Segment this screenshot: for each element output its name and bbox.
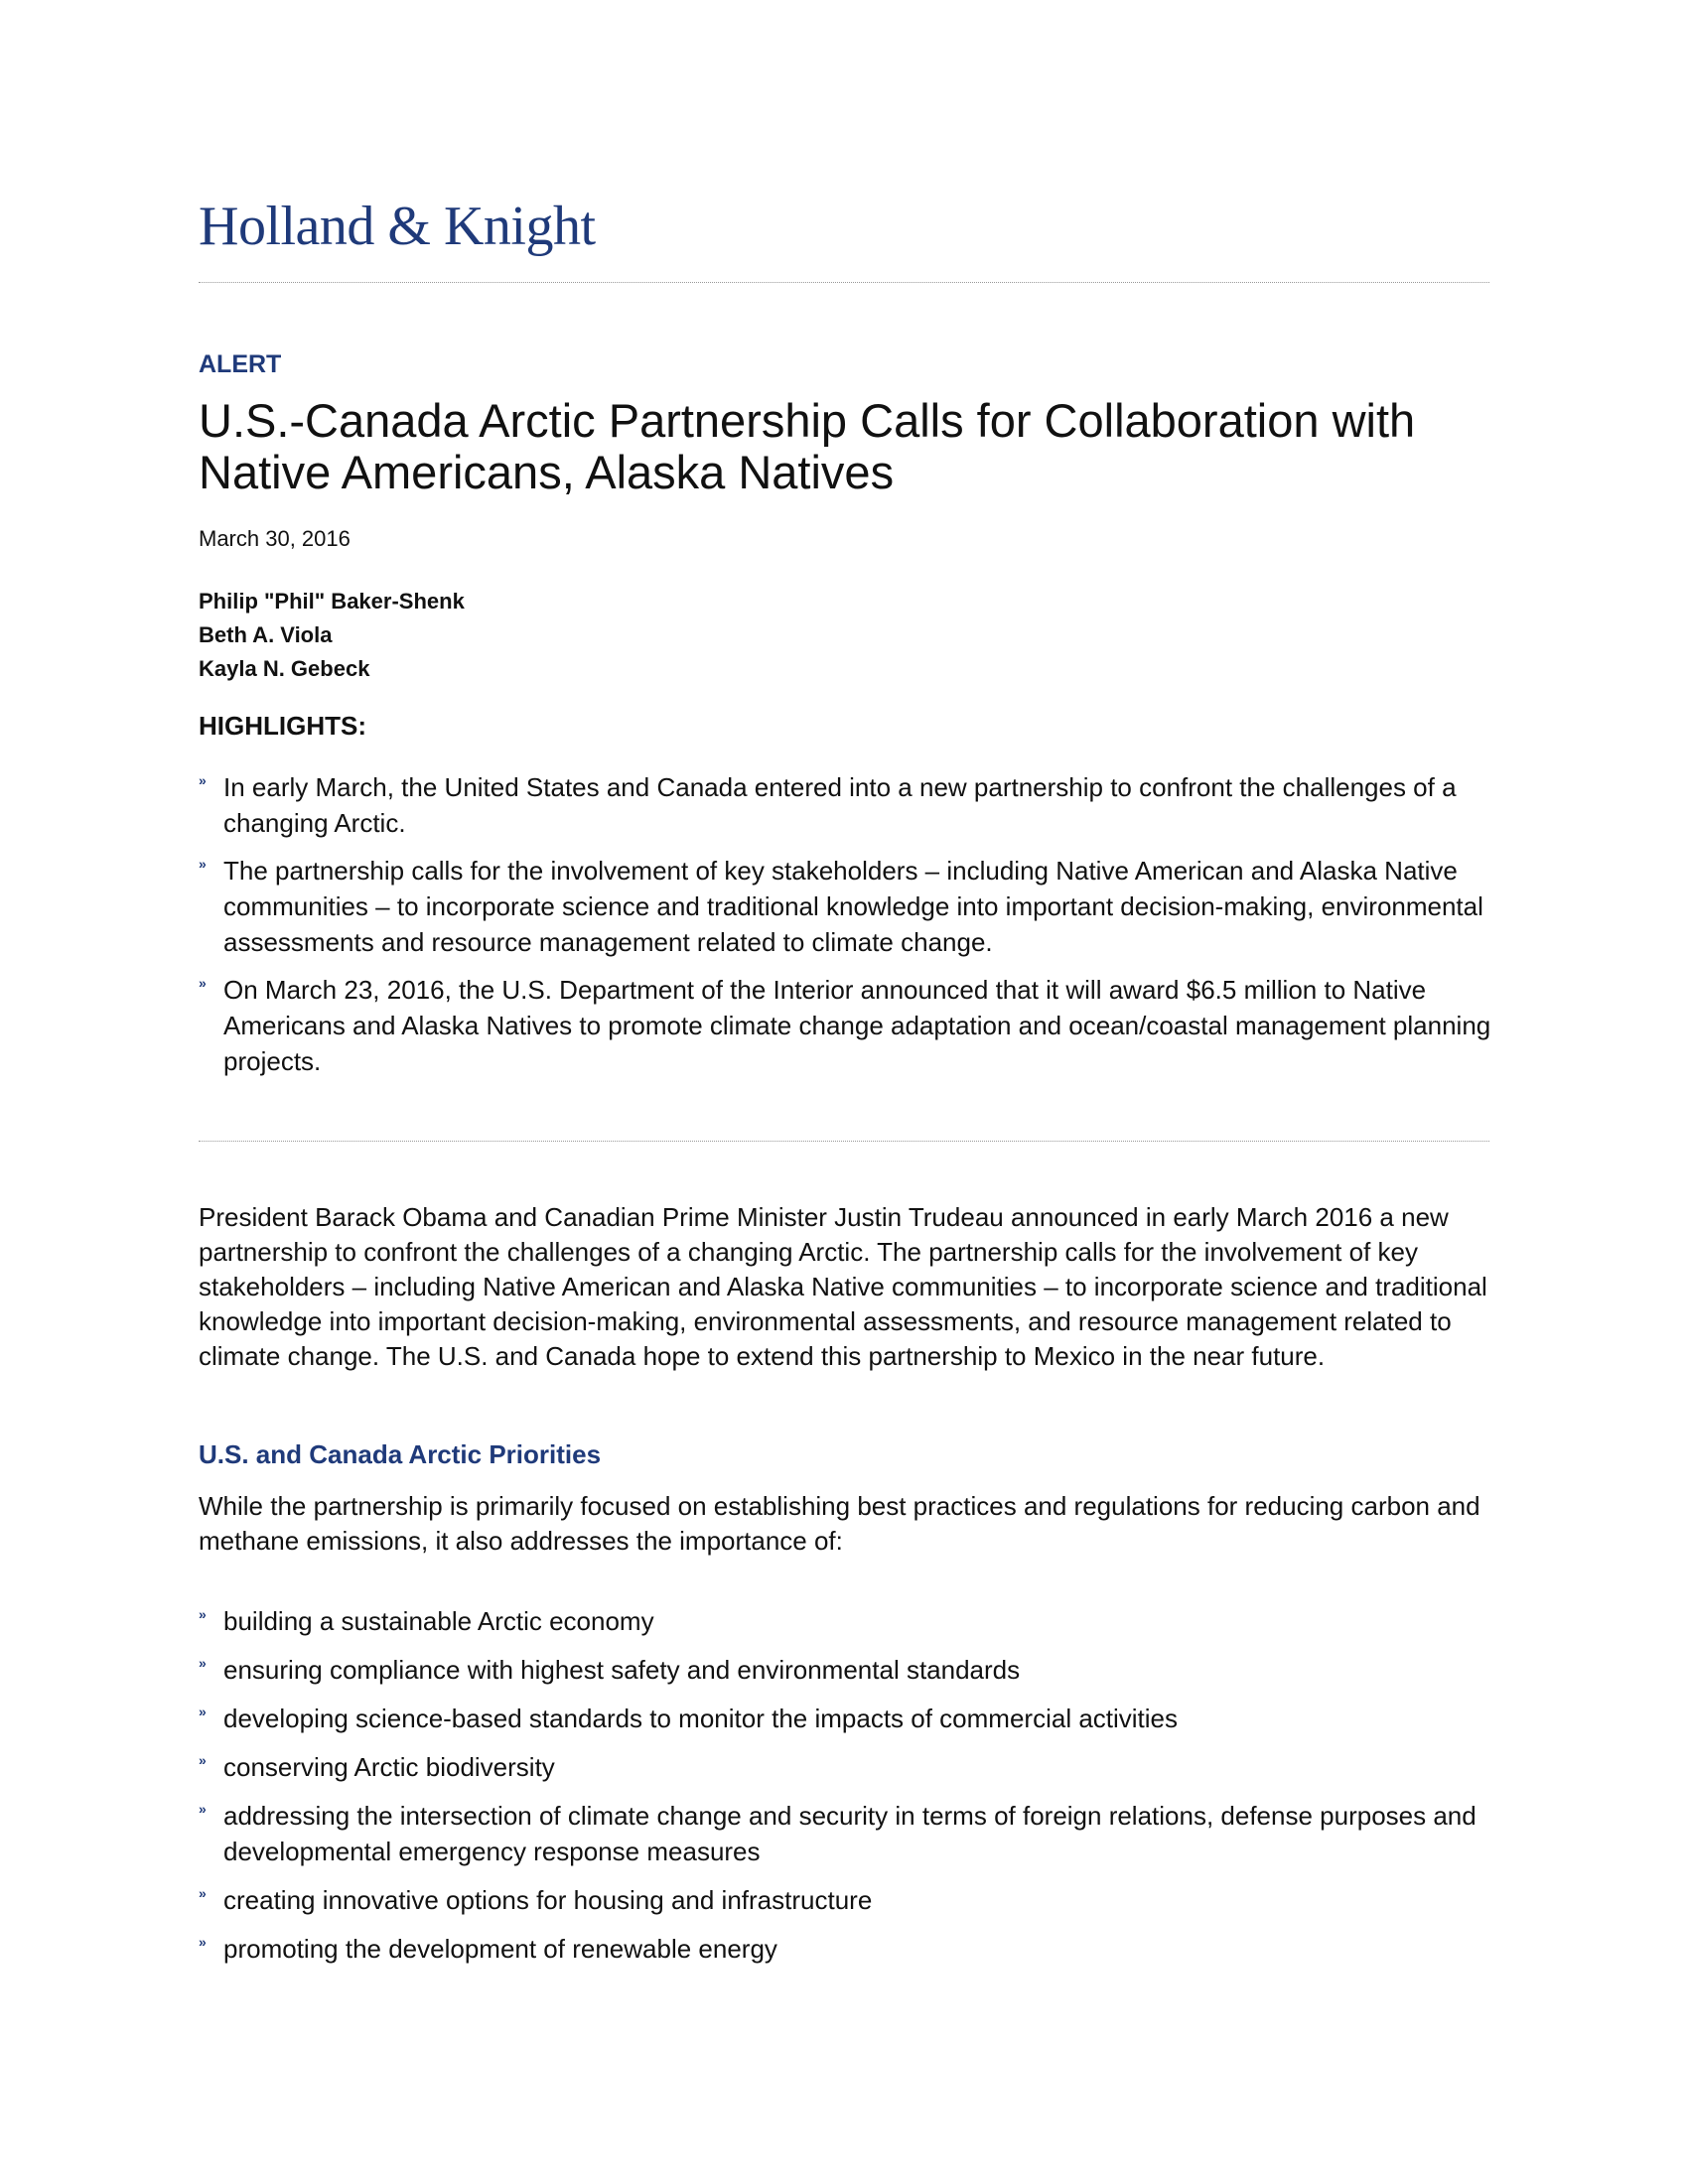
highlights-heading: HIGHLIGHTS: <box>199 711 366 741</box>
chevron-double-right-icon: » <box>199 1752 207 1768</box>
priority-text: promoting the development of renewable energy <box>223 1934 777 1964</box>
highlight-text: The partnership calls for the involvement of key stakeholders – including Native American and Alaska Native communities – to incorporate science and traditional knowledge into important decision-making, environmental assessments and resource management related to climate change. <box>223 856 1483 957</box>
header-divider <box>199 282 1489 283</box>
highlights-divider <box>199 1141 1489 1142</box>
chevron-double-right-icon: » <box>199 772 207 788</box>
alert-label: ALERT <box>199 350 282 378</box>
author-name[interactable]: Philip "Phil" Baker-Shenk <box>199 589 465 614</box>
highlight-item <box>199 853 1499 960</box>
chevron-double-right-icon: » <box>199 1885 207 1901</box>
highlight-item <box>199 972 1499 1079</box>
body-paragraph: President Barack Obama and Canadian Prime Minister Justin Trudeau announced in early March 2016 a new partnership to confront the challenges of a changing Arctic. The partnership calls for the involvement of key stakeholders – including Native American and Alaska Native communities – to incorporate science and traditional knowledge into important decision-making, environmental assessments, and resource management related to climate change. The U.S. and Canada hope to extend this partnership to Mexico in the near future. <box>199 1202 1487 1371</box>
priority-text: conserving Arctic biodiversity <box>223 1752 555 1782</box>
chevron-double-right-icon: » <box>199 1606 207 1622</box>
highlight-text: On March 23, 2016, the U.S. Department of the Interior announced that it will award $6.5 million to Native Americans and Alaska Natives to promote climate change adaptation and ocean/coastal management planning projects. <box>223 975 1491 1076</box>
priority-item <box>199 1798 1499 1869</box>
priority-text: building a sustainable Arctic economy <box>223 1606 654 1636</box>
holland-knight-logo: Holland & Knight <box>199 196 596 257</box>
priority-item <box>199 1603 1499 1639</box>
section-heading-priorities: U.S. and Canada Arctic Priorities <box>199 1439 602 1469</box>
page-title: U.S.-Canada Arctic Partnership Calls for Collaboration with Native Americans, Alaska Natives <box>199 394 1416 498</box>
priority-text: addressing the intersection of climate change and security in terms of foreign relations, defense purposes and developmental emergency response measures <box>223 1801 1477 1866</box>
priority-text: creating innovative options for housing and infrastructure <box>223 1885 873 1915</box>
priority-item <box>199 1882 1499 1918</box>
chevron-double-right-icon: » <box>199 1704 207 1719</box>
priority-text: ensuring compliance with highest safety and environmental standards <box>223 1655 1021 1685</box>
highlight-text: In early March, the United States and Canada entered into a new partnership to confront the challenges of a changing Arctic. <box>223 772 1457 838</box>
publication-date: March 30, 2016 <box>199 526 351 551</box>
highlights-list <box>199 769 1499 1091</box>
priorities-list <box>199 1603 1499 1979</box>
author-name[interactable]: Beth A. Viola <box>199 622 333 647</box>
priorities-intro: While the partnership is primarily focused on establishing best practices and regulations for reducing carbon and methane emissions, it also addresses the importance of: <box>199 1491 1480 1556</box>
chevron-double-right-icon: » <box>199 1934 207 1950</box>
highlight-item <box>199 769 1499 841</box>
author-list <box>199 585 465 686</box>
priority-item <box>199 1931 1499 1967</box>
priority-item <box>199 1749 1499 1785</box>
chevron-double-right-icon: » <box>199 1801 207 1817</box>
chevron-double-right-icon: » <box>199 1655 207 1671</box>
author-name[interactable]: Kayla N. Gebeck <box>199 656 370 681</box>
priority-item <box>199 1652 1499 1688</box>
chevron-double-right-icon: » <box>199 975 207 991</box>
priority-text: developing science-based standards to monitor the impacts of commercial activities <box>223 1704 1179 1733</box>
priority-item <box>199 1701 1499 1736</box>
chevron-double-right-icon: » <box>199 856 207 872</box>
